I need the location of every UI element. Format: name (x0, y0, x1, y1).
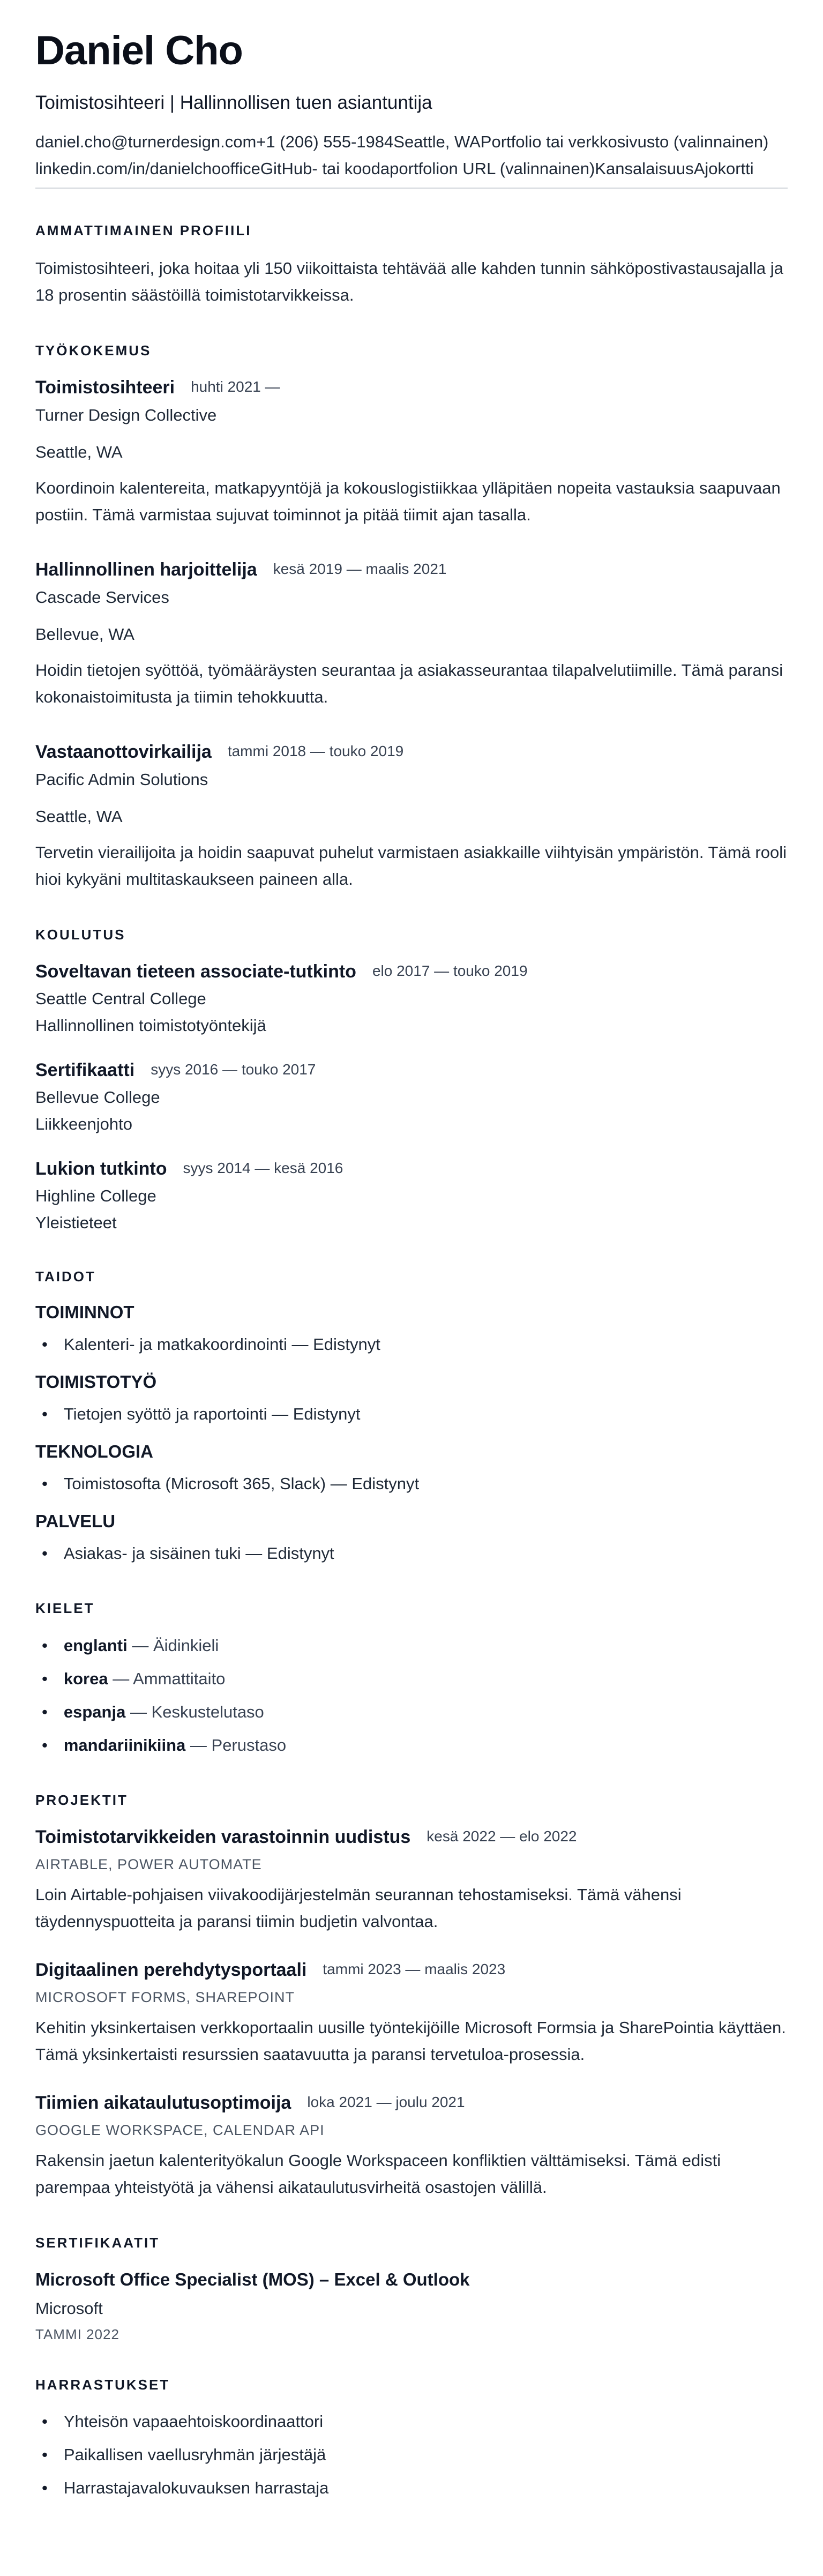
skill-group-name: TOIMISTOTYÖ (35, 1372, 157, 1392)
certification-name: Microsoft Office Specialist (MOS) – Excel & Outlook (35, 2269, 470, 2289)
language-level: Ammattitaito (133, 1669, 226, 1689)
contact-row-2 (35, 155, 788, 182)
language-item (35, 1666, 788, 1692)
language-item (35, 1699, 788, 1725)
project-tech-stack: AIRTABLE, POWER AUTOMATE (35, 1856, 262, 1872)
section-skills (35, 1268, 788, 1567)
job-description: Hoidin tietojen syöttöä, työmääräysten seurantaa ja asiakasseurantaa tilapalvelutiimille. Tämä paransi kokonaistoimitusta ja tiimin tehokkuutta. (35, 660, 783, 706)
job-company: Pacific Admin Solutions (35, 770, 208, 789)
language-level: Äidinkieli (153, 1636, 219, 1655)
skill-group (35, 1510, 788, 1566)
bullet-icon: • (42, 2412, 48, 2431)
skill-item (35, 1401, 788, 1427)
job-title: Hallinnollinen harjoittelija (35, 559, 257, 580)
language-item (35, 1733, 788, 1758)
project-tech-stack: GOOGLE WORKSPACE, CALENDAR API (35, 2122, 325, 2138)
project-item (35, 2090, 788, 2201)
resume-header (35, 28, 788, 189)
contact-phone: +1 (206) 555-1984 (256, 132, 394, 152)
contact-row-1 (35, 129, 788, 155)
profile-summary: Toimistosihteeri, joka hoitaa yli 150 viikoittaista tehtävää alle kahden tunnin sähköpostivastausajalla ja 18 prosentin säästöillä toimistotarvikkeissa. (35, 258, 783, 304)
bullet-icon: • (42, 2478, 48, 2498)
certifications-heading: SERTIFIKAATIT (35, 2234, 160, 2251)
project-dates: loka 2021 — joulu 2021 (307, 2093, 465, 2110)
certification-issuer: Microsoft (35, 2298, 103, 2318)
projects-heading: PROJEKTIT (35, 1792, 128, 1809)
dash-separator: — (132, 1636, 149, 1655)
section-certifications (35, 2234, 788, 2343)
section-projects (35, 1791, 788, 2201)
skill-item (35, 1471, 788, 1497)
skill-group (35, 1301, 788, 1357)
section-experience (35, 342, 788, 893)
job-company: Turner Design Collective (35, 405, 217, 424)
job-description: Tervetin vierailijoita ja hoidin saapuvat puhelut varmistaen asiakkaille viihtyisän ympäristön. Tämä rooli hioi kykyäni multitaskaukseen paineen alla. (35, 842, 787, 888)
skill-group (35, 1440, 788, 1497)
project-dates: tammi 2023 — maalis 2023 (323, 1960, 506, 1977)
candidate-headline: Toimistosihteeri | Hallinnollisen tuen asiantuntija (35, 92, 432, 114)
school-name: Bellevue College (35, 1087, 160, 1107)
language-name: korea (63, 1669, 108, 1689)
skill-item (35, 1541, 788, 1566)
dash-separator: — (113, 1669, 130, 1689)
bullet-icon: • (42, 1474, 48, 1494)
degree-dates: elo 2017 — touko 2019 (372, 962, 528, 979)
skill-item-label: Asiakas- ja sisäinen tuki — Edistynyt (63, 1544, 334, 1563)
job-title: Toimistosihteeri (35, 377, 175, 398)
job-company: Cascade Services (35, 587, 169, 607)
contact-drivers-license-label: Ajokortti (693, 159, 754, 178)
project-name: Digitaalinen perehdytysportaali (35, 1959, 307, 1980)
job-item (35, 375, 788, 528)
education-item (35, 959, 788, 1037)
job-dates: kesä 2019 — maalis 2021 (273, 560, 447, 577)
hobby-item (35, 2475, 788, 2501)
project-description: Loin Airtable-pohjaisen viivakoodijärjestelmän seurannan tehostamiseksi. Tämä vähensi täydennyspuotteita ja paransi tiimin budjetin valvontaa. (35, 1885, 682, 1931)
bullet-icon: • (42, 1335, 48, 1354)
project-name: Toimistotarvikkeiden varastoinnin uudistus (35, 1826, 411, 1847)
hobby-label: Yhteisön vapaaehtoiskoordinaattori (63, 2412, 324, 2431)
dash-separator: — (190, 1736, 207, 1755)
language-level: Keskustelutaso (151, 1703, 264, 1722)
skill-group-name: TOIMINNOT (35, 1302, 134, 1323)
experience-heading: TYÖKOKEMUS (35, 342, 152, 359)
job-location: Seattle, WA (35, 442, 123, 461)
skill-group (35, 1370, 788, 1427)
hobbies-heading: HARRASTUKSET (35, 2376, 170, 2393)
project-item (35, 1825, 788, 1935)
degree-name: Soveltavan tieteen associate-tutkinto (35, 961, 356, 982)
language-item (35, 1633, 788, 1659)
project-tech-stack: MICROSOFT FORMS, SHAREPOINT (35, 1989, 295, 2005)
section-hobbies (35, 2376, 788, 2502)
section-profile (35, 222, 788, 309)
skill-group-name: TEKNOLOGIA (35, 1442, 153, 1462)
job-title: Vastaanottovirkailija (35, 741, 212, 762)
field-of-study: Yleistieteet (35, 1213, 117, 1232)
school-name: Seattle Central College (35, 989, 206, 1008)
education-item (35, 1058, 788, 1136)
bullet-icon: • (42, 1669, 48, 1689)
project-item (35, 1958, 788, 2068)
field-of-study: Liikkeenjohto (35, 1114, 132, 1133)
dash-separator: — (130, 1703, 147, 1722)
language-name: mandariinikiina (63, 1736, 186, 1755)
degree-name: Sertifikaatti (35, 1059, 135, 1080)
project-name: Tiimien aikataulutusoptimoija (35, 2092, 291, 2113)
contact-github-placeholder: GitHub- tai koodaportfolion URL (valinnainen) (260, 159, 595, 178)
language-level: Perustaso (211, 1736, 287, 1755)
contact-email: daniel.cho@turnerdesign.com (35, 132, 257, 152)
degree-name: Lukion tutkinto (35, 1158, 167, 1179)
contact-portfolio-placeholder: Portfolio tai verkkosivusto (valinnainen) (480, 132, 769, 152)
certification-date: TAMMI 2022 (35, 2326, 119, 2342)
job-dates: huhti 2021 — (191, 378, 280, 395)
hobby-item (35, 2442, 788, 2468)
candidate-name: Daniel Cho (35, 28, 243, 73)
field-of-study: Hallinnollinen toimistotyöntekijä (35, 1016, 266, 1035)
job-dates: tammi 2018 — touko 2019 (227, 742, 404, 759)
degree-dates: syys 2016 — touko 2017 (151, 1061, 316, 1078)
bullet-icon: • (42, 1544, 48, 1563)
job-item (35, 740, 788, 893)
job-location: Seattle, WA (35, 807, 123, 826)
hobby-label: Harrastajavalokuvauksen harrastaja (63, 2478, 329, 2498)
contact-citizenship-label: Kansalaisuus (595, 159, 694, 178)
skill-item (35, 1332, 788, 1357)
bullet-icon: • (42, 2445, 48, 2465)
languages-heading: KIELET (35, 1600, 95, 1617)
project-description: Rakensin jaetun kalenterityökalun Google Workspaceen konfliktien välttämiseksi. Tämä edisti parempaa yhteistyötä ja vähensi aikataulutusvirheitä osastojen välillä. (35, 2151, 721, 2197)
project-description: Kehitin yksinkertaisen verkkoportaalin uusille työntekijöille Microsoft Formsia ja SharePointia käyttäen. Tämä yksinkertaisti resurssien saatavuutta ja paransi tervetuloa-prosessia. (35, 2018, 786, 2064)
contact-linkedin: linkedin.com/in/danielchooffice (35, 159, 260, 178)
contact-block (35, 129, 788, 182)
skill-item-label: Toimistosofta (Microsoft 365, Slack) — Edistynyt (63, 1474, 420, 1494)
skills-heading: TAIDOT (35, 1268, 96, 1285)
profile-heading: AMMATTIMAINEN PROFIILI (35, 222, 252, 239)
school-name: Highline College (35, 1186, 156, 1205)
bullet-icon: • (42, 1703, 48, 1722)
bullet-icon: • (42, 1405, 48, 1424)
contact-city: Seattle, WA (393, 132, 481, 152)
section-languages (35, 1600, 788, 1758)
hobby-label: Paikallisen vaellusryhmän järjestäjä (63, 2445, 326, 2465)
language-name: englanti (63, 1636, 128, 1655)
hobby-item (35, 2409, 788, 2435)
language-name: espanja (63, 1703, 126, 1722)
skill-item-label: Tietojen syöttö ja raportointi — Edistynyt (63, 1405, 361, 1424)
project-dates: kesä 2022 — elo 2022 (427, 1827, 577, 1845)
certification-item (35, 2267, 788, 2343)
resume-document (35, 28, 788, 2501)
degree-dates: syys 2014 — kesä 2016 (183, 1159, 343, 1176)
job-item (35, 557, 788, 711)
skill-group-name: PALVELU (35, 1511, 116, 1532)
education-item (35, 1156, 788, 1235)
header-divider (35, 188, 788, 189)
bullet-icon: • (42, 1636, 48, 1655)
job-location: Bellevue, WA (35, 624, 134, 644)
skill-item-label: Kalenteri- ja matkakoordinointi — Edistynyt (63, 1335, 380, 1354)
job-description: Koordinoin kalentereita, matkapyyntöjä ja kokouslogistiikkaa ylläpitäen nopeita vastauksia saapuvaan postiin. Tämä varmistaa sujuvat toiminnot ja pitää tiimit ajan tasalla. (35, 478, 781, 524)
bullet-icon: • (42, 1736, 48, 1755)
education-heading: KOULUTUS (35, 926, 126, 943)
section-education (35, 926, 788, 1235)
